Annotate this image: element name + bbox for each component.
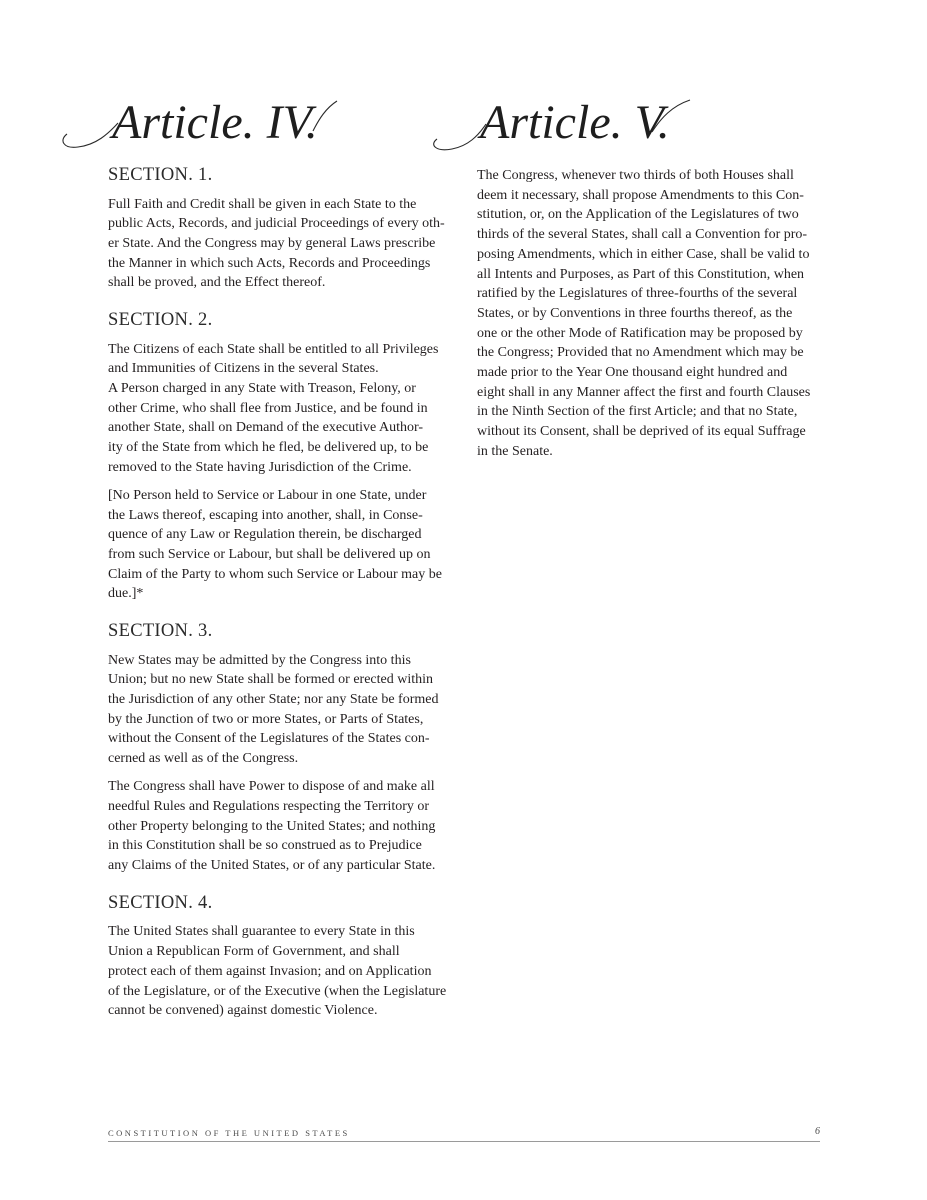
text-line: The Congress, whenever two thirds of both Houses shall [477, 168, 794, 183]
text-line: stitution, or, on the Application of the Legislatures of two [477, 207, 799, 223]
text-line: needful Rules and Regulations respecting the Territory or [108, 799, 430, 815]
text-line: cerned as well as of the Congress. [108, 751, 299, 767]
text-line: States, or by Conventions in three fourths thereof, as the [477, 305, 793, 321]
text-line: in the Ninth Section of the first Article; and that no State, [477, 404, 798, 420]
text-line: the Manner in which such Acts, Records and Proceedings [108, 255, 431, 271]
text-line: all Intents and Purposes, as Part of this Constitution, when [477, 266, 805, 282]
article-iv-column [108, 164, 458, 1029]
text-line: Union a Republican Form of Government, and shall [108, 944, 400, 960]
paragraph [108, 340, 458, 478]
text-line: of the Legislature, or of the Executive (when the Legislature [108, 983, 447, 999]
text-line: A Person charged in any State with Treason, Felony, or [108, 380, 416, 396]
running-footer-title: CONSTITUTION OF THE UNITED STATES [108, 1128, 350, 1138]
text-line: New States may be admitted by the Congress into this [108, 652, 411, 668]
text-line: protect each of them against Invasion; and on Application [108, 963, 432, 979]
footer-rule [108, 1141, 820, 1142]
text-line: removed to the State having Jurisdiction of the Crime. [108, 459, 412, 475]
text-line: from such Service or Labour, but shall be delivered up on [108, 547, 431, 563]
article-iv-lead-swash [63, 123, 118, 147]
text-line: other Property belonging to the United States; and nothing [108, 818, 436, 834]
paragraph [108, 777, 458, 876]
text-line: The Citizens of each State shall be entitled to all Privileges [108, 341, 439, 357]
text-line: the Jurisdiction of any other State; nor any State be formed [108, 692, 439, 708]
article-v-column [477, 166, 827, 470]
text-line: due.]* [108, 586, 144, 602]
text-line: without the Consent of the Legislatures of the States con- [108, 731, 430, 747]
text-line: the Laws thereof, escaping into another, shall, in Conse- [108, 507, 423, 523]
text-line: and Immunities of Citizens in the several States. [108, 361, 379, 377]
text-line: ity of the State from which he fled, be delivered up, to be [108, 440, 429, 456]
text-line: The United States shall guarantee to every State in this [108, 924, 415, 940]
text-line: thirds of the several States, shall call a Convention for pro- [477, 227, 808, 243]
text-line: in the Senate. [477, 443, 553, 459]
paragraph [108, 486, 458, 604]
paragraph [477, 166, 827, 462]
section-heading: SECTION. 1. [108, 165, 213, 185]
text-line: any Claims of the United States, or of any particular State. [108, 858, 436, 874]
text-line: made prior to the Year One thousand eight hundred and [477, 365, 788, 381]
text-line: The Congress shall have Power to dispose of and make all [108, 779, 435, 795]
section-heading: SECTION. 4. [108, 892, 213, 913]
section-heading: SECTION. 2. [108, 310, 213, 331]
text-line: [No Person held to Service or Labour in one State, under [108, 487, 427, 503]
text-line: deem it necessary, shall propose Amendments to this Con- [477, 187, 804, 203]
paragraph [108, 195, 458, 294]
text-line: eight shall in any Manner affect the first and fourth Clauses [477, 384, 811, 400]
text-line: other Crime, who shall flee from Justice, and be found in [108, 400, 428, 416]
text-line: Union; but no new State shall be formed or erected within [108, 672, 434, 688]
paragraph [108, 651, 458, 769]
text-line: by the Junction of two or more States, or Parts of States, [108, 711, 424, 727]
text-line: the Congress; Provided that no Amendment which may be [477, 345, 804, 361]
text-line: ratified by the Legislatures of three-fourths of the several [477, 286, 798, 302]
text-line: without its Consent, shall be deprived of its equal Suffrage [477, 424, 806, 440]
article-iv-title: Article. IV. [112, 96, 318, 149]
text-line: posing Amendments, which in either Case, shall be valid to [477, 246, 810, 262]
text-line: er State. And the Congress may by general Laws prescribe [108, 235, 436, 251]
paragraph [108, 922, 458, 1021]
article-v-title: Article. V. [480, 96, 670, 149]
section-heading: SECTION. 3. [108, 621, 213, 642]
text-line: Full Faith and Credit shall be given in each State to the [108, 196, 417, 212]
text-line: public Acts, Records, and judicial Proceedings of every oth- [108, 216, 445, 232]
text-line: one or the other Mode of Ratification may be proposed by [477, 325, 803, 341]
text-line: quence of any Law or Regulation therein, be discharged [108, 527, 422, 543]
page-number: 6 [815, 1126, 820, 1137]
text-line: in this Constitution shall be so construed as to Prejudice [108, 838, 422, 854]
text-line: another State, shall on Demand of the executive Author- [108, 420, 424, 436]
text-line: shall be proved, and the Effect thereof. [108, 275, 326, 291]
text-line: Claim of the Party to whom such Service or Labour may be [108, 566, 442, 582]
text-line: cannot be convened) against domestic Violence. [108, 1003, 378, 1019]
article-v-lead-swash [434, 124, 486, 150]
